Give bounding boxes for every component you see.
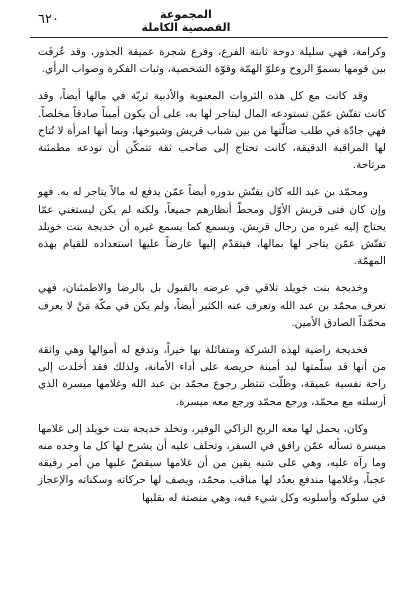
header-divider: [30, 37, 388, 38]
paragraph-1: وكرامة، فهي سليلة دوحة ثابتة الفرع، وفرع شجرة عميقة الجذور، وقد عُرفَت بين قومها بسموّ الروح وعلوّ الهمّة وقوّة الشخصية، وثبات الفكرة وصواب الرأي.: [38, 46, 386, 76]
paragraph-5: فخديجة راضية لهذه الشركة ومتفائلة بها خيراً، وتدفع له أموالها وهي واثقة من أنها قد سلّمتها ليد أمينة حريصة على أداء الأمانة، ولذلك فقد أخلدت إلى راحة نفسية عميقة، وظلّت تنتظر رجوع محمّد بن عبد الله وغلامها ميسرة الذي أرسلته مع محمّد، ورجع محمّد ورجع معه ميسرة.: [38, 344, 386, 408]
paragraph-6: وكان، يحمل لها معه الربح الزاكي الوفير، وتخلد خديجة بنت خويلد إلى غلامها ميسرة تسأله عمّن رافق في السفر، وتحلف عليه أن يشرح لها كل ما وجده منه وما رآه عليه، وهي على شبه يقين من أن غلامها سيقصّ عليها من أمر رفيقه عجباً، وغلامها مندفع بعدُد لها مناقب محمّد، ويصف لها حركاته وسكناته والإعجاز في سلوكه وأسلوبه وكل شيء فيه، وهي منصتة له بقلبها: [38, 422, 386, 504]
page-body: [38, 44, 386, 581]
series-title-line-1: المجموعة: [160, 8, 212, 21]
paragraph-3: ومحمّد بن عبد الله كان يفتّش بدوره أيضاً عمّن يدفع له مالاً يتاجر له به. فهو وإن كان فتى قريش الأوّل ومحطّ أنظارهم جميعاً، ولكنه لم يكن ليستغني عمّا يحتاج إليه غيره من رجال قريش. ويسمع كما يسمع غيره أن خديجة بنت خويلد تفتّش عمّن يتاجر لها بمالها، فيتقدّم إليها عارضاً عليها استعداده للقيام بهذه المهمّة.: [38, 186, 386, 268]
page-header: [38, 8, 384, 38]
paragraph-4: وخديجة بنت خويلد تلاقي في عرضه بالقبول بل بالرضا والاطمئنان، فهي تعرف محمّد بن عبد الله وتعرف عنه الكثير أيضاً، ولم يكن في مكّة مَنْ لا يعرف محمّداً الصادق الأمين.: [38, 282, 386, 329]
series-title-line-2: القصصية الكاملة: [141, 21, 231, 34]
page-number: ٦٢٠: [38, 12, 59, 27]
series-title: [116, 8, 256, 34]
paragraph-2: وقد كانت مع كل هذه الثروات المعنوية والأدبية ثريّة في مالها أيضاً، وقد كانت تفتّش عمّن تستودعه المال ليتاجر لها به، على أن يكون أميناً صادقاً مخلصاً. فهي جادّة في طلب ضالّتها من بين شباب قريش وشيوخها، وبما أنها امرأة لا تُتاح لها المراقبة الدقيقة، كانت تحتاج إلى صاحب ثقة تتمكّن أن تودعه مطمئنة مرتاحة.: [38, 90, 386, 172]
